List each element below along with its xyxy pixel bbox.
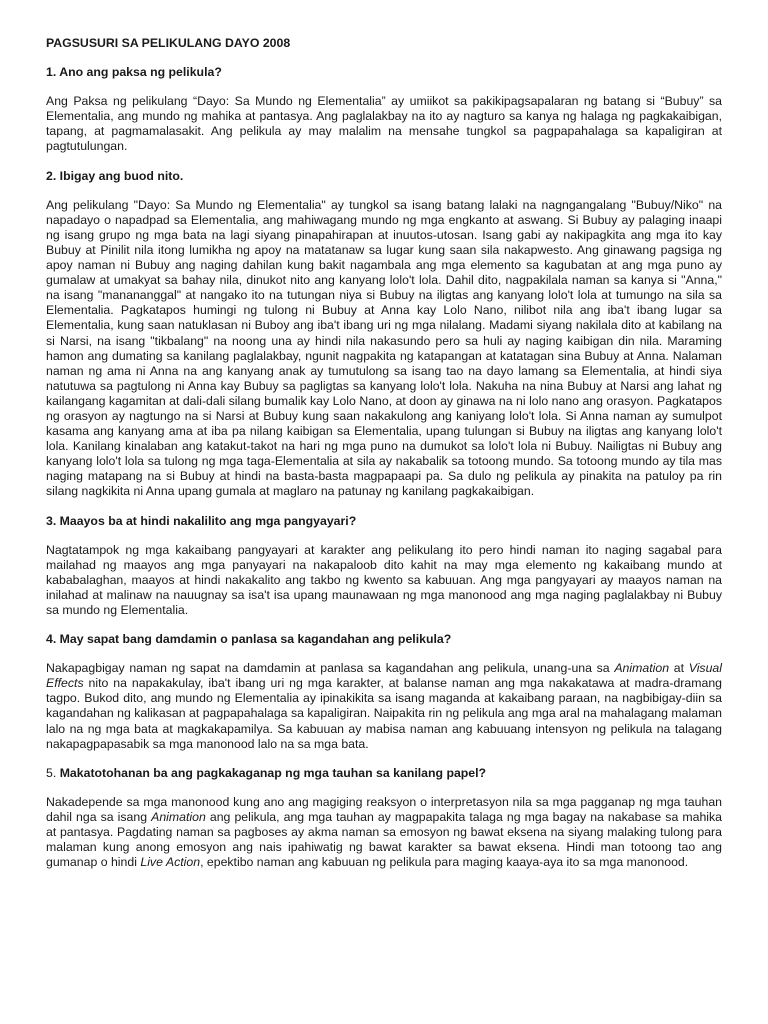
answer-4-part-c: nito na napakakulay, iba't ibang uri ng mga karakter, at balanse naman ang mga nakakatawa at madra-dramang tagpo. Bukod dito, ang mundo ng Elementalia ay ipinakikita sa isang maganda at kakaibang paraan, na nagbibigay-diin sa kagandahan ng kalikasan at pagpapahalaga sa kapaligiran. Naipakita rin ng pelikula ang mga aral na mahalagang malaman lalo na ng mga bata at magkakapamilya. Sa kabuuan ay mabisa naman ang kabuuang intensyon ng pelikula na talagang nakapagpapasabik sa mga manonood lalo na sa mga bata. bbox=[46, 676, 722, 751]
answer-5-part-c: , epektibo naman ang kabuuan ng pelikula para maging kaaya-aya ito sa mga manonood. bbox=[200, 855, 689, 870]
answer-5-emphasis-animation: Animation bbox=[151, 809, 206, 824]
answer-5 bbox=[46, 795, 722, 870]
question-1: 1. Ano ang paksa ng pelikula? bbox=[46, 65, 222, 80]
answer-4-part-b: at bbox=[669, 661, 689, 676]
question-5-text: Makatotohanan ba ang pagkakaganap ng mga tauhan sa kanilang papel? bbox=[59, 765, 487, 780]
answer-4-part-a: Nakapagbigay naman ng sapat na damdamin at panlasa sa kagandahan ang pelikula, unang-una sa bbox=[46, 661, 615, 676]
answer-2: Ang pelikulang "Dayo: Sa Mundo ng Elementalia" ay tungkol sa isang batang lalaki na nagngangalang "Bubuy/Niko" na napadayo o napadpad sa Elementalia, ang mahiwagang mundo ng mga engkanto at aswang. Si Bubuy ay palaging inaapi ng isang grupo ng mga bata na lagi siyang pinapahirapan at inuutos-utosan. Isang gabi ay nakipagkita ang mga ito kay Bubuy at Pinilit nila itong lumikha ng apoy na matatanaw sa lugar kung saan sila nakapwesto. Ang ginawang pagsiga ng apoy naman ni Bubuy ang naging dahilan kung bakit nagambala ang mga elemento sa kagubatan at ang mga puno ay gumalaw at umakyat sa bahay nila, dinukot nito ang kanyang lolo't lola. Dahil dito, nagpakilala naman sa kanya si "Anna," na isang "manananggal" at nangako ito na tutungan niya si Bubuy na iligtas ang kanyang lolo't lola at tumungo na sila sa Elementalia. Pagkatapos humingi ng tulong ni Bubuy at Anna kay Lolo Nano, nilibot nila ang iba't ibang lugar sa Elementalia, kung saan natuklasan ni Buboy ang iba't ibang uri ng mga nilalang. Madami siyang nakilala dito at kabilang na si Narsi, na isang "tikbalang" na noong una ay hindi nila nakasundo pero sa huli ay naging kaibigan din nila. Maraming hamon ang dumating sa kanilang paglalakbay, ngunit nagpakita ng katapangan at katatagan sina Bubuy at Anna. Nalaman naman ng ama ni Anna na ang kanyang anak ay tumutulong sa isang tao na dayo lamang sa Elementalia, at hindi siya natutuwa sa pagtulong ni Anna kay Bubuy sa pagligtas sa kanyang lolo't lola. Nakuha na nina Bubuy at Narsi ang lahat ng kailangang kagamitan at dali-dali silang bumalik kay Lolo Nano, at doon ay ginawa na ni lolo nano ang orasyon. Pagkatapos ng orasyon ay nagtungo na si Narsi at Bubuy kung saan nakakulong ang kaniyang lolo't lola. Si Anna naman ay sumulpot kasama ang kanyang ama at iba pa nilang kaibigan sa Elementalia, upang tulungan si Bubuy na iligtas ang kanyang lolo't lola. Kanilang kinalaban ang katakut-takot na hari ng mga puno na dumukot sa lolo't lola ni Bubuy. Nailigtas ni Bubuy ang kanyang lolo't lola sa tulong ng mga taga-Elementalia at sila ay nakabalik sa totoong mundo. Sa totoong mundo ay tila mas naging matapang na si Bubuy at hindi na basta-basta magpapaapi pa. Sa dulo ng pelikula ay pinakita na patuloy pa rin silang nagkikita ni Anna upang gumala at maglaro na patunay ng kanilang pagkakaibigan. bbox=[46, 197, 722, 499]
question-3: 3. Maayos ba at hindi nakalilito ang mga pangyayari? bbox=[46, 513, 357, 528]
document-title: PAGSUSURI SA PELIKULANG DAYO 2008 bbox=[46, 36, 291, 50]
answer-1: Ang Paksa ng pelikulang “Dayo: Sa Mundo ng Elementalia” ay umiikot sa pakikipagsapalaran ng batang si “Bubuy” sa Elementalia, ang mundo ng mahika at pantasya. Ang paglalakbay na ito ay nagturo sa kanya ng halaga ng pagkakaibigan, tapang, at pagmamalasakit. Ang pelikula ay may malalim na mensahe tungkol sa pagpapahalaga sa kapaligiran at pagtutulungan. bbox=[46, 94, 722, 154]
question-2: 2. Ibigay ang buod nito. bbox=[46, 168, 184, 183]
answer-4-emphasis-visual-effects: Visual Effects bbox=[46, 661, 722, 691]
answer-4-emphasis-animation: Animation bbox=[614, 661, 670, 676]
question-5-number: 5. bbox=[46, 765, 57, 780]
answer-3: Nagtatampok ng mga kakaibang pangyayari at karakter ang pelikulang ito pero hindi naman ito naging sagabal para mailahad ng maayos ang mga panyayari na nakapaloob dito kahit na may mga elemento ng kakaibang mundo at kababalaghan, maayos at hindi nakakalito ang takbo ng kwento sa kabuuan. Ang mga pangyayari ay maayos naman na inilahad at malinaw na nauugnay sa isa't isa upang maunawaan ng mga manonood ang mga naging paglalakbay ni Bubuy sa mundo ng Elementalia. bbox=[46, 542, 722, 617]
answer-5-emphasis-live-action: Live Action bbox=[140, 855, 201, 870]
question-4: 4. May sapat bang damdamin o panlasa sa kagandahan ang pelikula? bbox=[46, 632, 452, 647]
answer-4 bbox=[46, 661, 722, 752]
question-5 bbox=[46, 766, 722, 781]
answer-5-part-b: ang pelikula, ang mga tauhan ay magpapakita talaga ng mga bagay na nakabase sa mahika at pantasya. Pagdating naman sa pagboses ay akma naman sa emosyon ng bawat eksena na siyang malaking tulong para malaman kung anong emosyon ang nais ipahiwatig ng bawat karakter sa bawat eksena. Hindi man totoong tao ang gumanap o hindi bbox=[46, 809, 722, 870]
answer-5-part-a: Nakadepende sa mga manonood kung ano ang magiging reaksyon o interpretasyon nila sa mga pagganap ng mga tauhan dahil nga sa isang bbox=[46, 794, 722, 824]
